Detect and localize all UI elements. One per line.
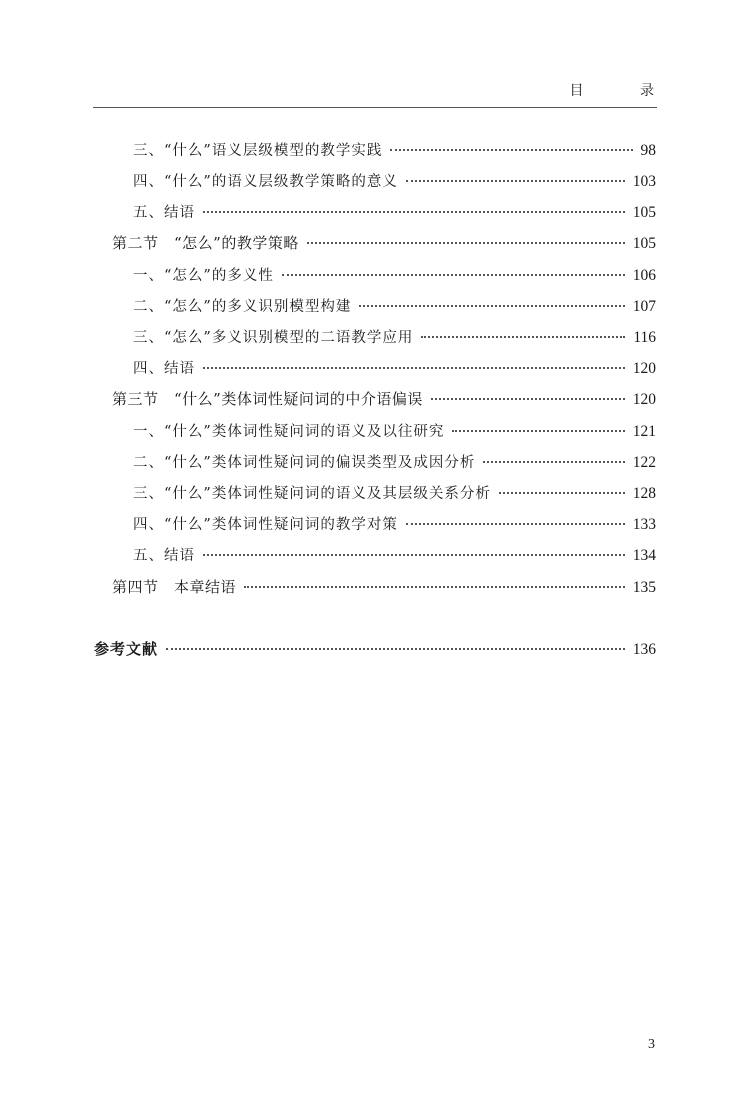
toc-entry-page: 107 (632, 298, 656, 315)
toc-entry-page: 103 (632, 173, 656, 190)
toc-entry[interactable] (133, 295, 656, 317)
toc-leader-dots (452, 430, 624, 432)
toc-entry-page: 121 (632, 423, 656, 440)
toc-entry-page: 106 (632, 267, 656, 284)
toc-leader-dots (431, 398, 625, 400)
toc-leader-dots (483, 461, 624, 463)
toc-entry-label: 参考文献 (94, 640, 159, 658)
toc-entry-label: 二、“什么”类体词性疑问词的偏误类型及成因分析 (133, 455, 476, 471)
toc-leader-dots (390, 149, 632, 151)
toc-entry-page: 105 (632, 235, 656, 252)
toc-entry-page: 105 (632, 204, 656, 221)
toc-entry-label: 一、“怎么”的多义性 (133, 268, 274, 284)
toc-entry-page: 120 (632, 391, 656, 408)
toc-entry-page: 134 (632, 547, 656, 564)
toc-leader-dots (406, 180, 625, 182)
toc-leader-dots (203, 367, 625, 369)
toc-leader-dots (406, 523, 625, 525)
toc-entry[interactable] (133, 170, 656, 192)
toc-entry-label: 三、“什么”语义层级模型的教学实践 (133, 143, 383, 159)
toc-leader-dots (307, 242, 625, 244)
toc-entry[interactable] (133, 357, 656, 379)
toc-entry[interactable] (133, 451, 656, 473)
toc-entry[interactable] (133, 264, 656, 286)
toc-entry-label: 第四节 本章结语 (112, 578, 237, 596)
toc-entry-page: 120 (632, 360, 656, 377)
toc-entry-page: 98 (640, 142, 656, 159)
toc-leader-dots (421, 336, 625, 338)
toc-entry-label: 三、“怎么”多义识别模型的二语教学应用 (133, 330, 414, 346)
toc-leader-dots (282, 274, 625, 276)
toc-section-entry[interactable] (112, 388, 656, 410)
toc-section-entry[interactable] (112, 576, 656, 598)
toc-entry[interactable] (133, 420, 656, 442)
toc-entry-page: 128 (632, 485, 656, 502)
toc-entry-page: 133 (632, 516, 656, 533)
toc-entry-label: 一、“什么”类体词性疑问词的语义及以往研究 (133, 424, 445, 440)
toc-leader-dots (166, 648, 625, 650)
toc-leader-dots (499, 492, 625, 494)
toc-section-entry[interactable] (112, 232, 656, 254)
toc-leader-dots (359, 305, 624, 307)
toc-entry-label: 四、“什么”的语义层级教学策略的意义 (133, 174, 398, 190)
page-number: 3 (648, 1037, 655, 1052)
toc-entry-page: 136 (632, 641, 656, 658)
toc-entry-label: 第三节 “什么”类体词性疑问词的中介语偏误 (112, 390, 423, 408)
toc-references-entry[interactable] (94, 638, 656, 660)
running-header-title: 目 录 (569, 83, 680, 99)
toc-entry-label: 四、结语 (133, 361, 195, 377)
toc-entry-page: 135 (632, 579, 656, 596)
toc-entry[interactable] (133, 482, 656, 504)
toc-leader-dots (203, 211, 625, 213)
toc-entry[interactable] (133, 326, 656, 348)
toc-entry-label: 三、“什么”类体词性疑问词的语义及其层级关系分析 (133, 486, 491, 502)
toc-entry-label: 二、“怎么”的多义识别模型构建 (133, 299, 352, 315)
toc-entry-page: 116 (633, 329, 656, 346)
toc-entry-page: 122 (632, 454, 656, 471)
toc-entry[interactable] (133, 544, 656, 566)
toc-entry-label: 四、“什么”类体词性疑问词的教学对策 (133, 517, 398, 533)
toc-entry[interactable] (133, 201, 656, 223)
toc-entry[interactable] (133, 139, 656, 161)
toc-leader-dots (203, 554, 625, 556)
toc-entry[interactable] (133, 513, 656, 535)
header-rule (93, 107, 657, 108)
toc-entry-label: 五、结语 (133, 205, 195, 221)
toc-entry-label: 五、结语 (133, 548, 195, 564)
toc-leader-dots (244, 586, 625, 588)
toc-entry-label: 第二节 “怎么”的教学策略 (112, 234, 299, 252)
